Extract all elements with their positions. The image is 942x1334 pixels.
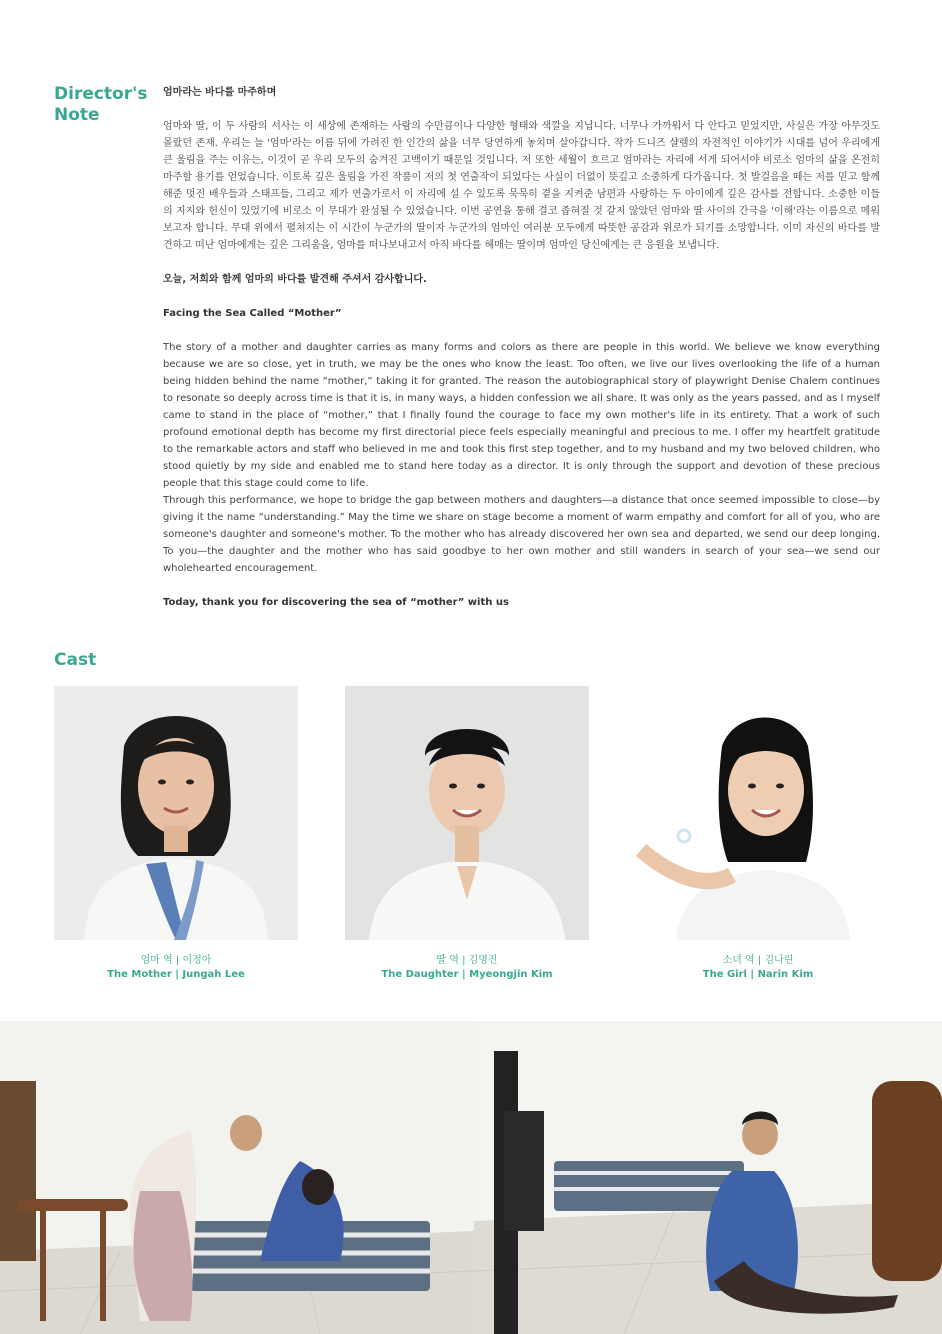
- kr-body: 엄마와 딸, 이 두 사람의 서사는 이 세상에 존재하는 사람의 수만큼이나 다양한 형태와 색깔을 지닙니다. 너무나 가까워서 다 안다고 믿었지만, 사실은 가장 아무것도 몰랐던 존재. 우리는 늘 '엄마'라는 이름 뒤에 가려진 한 인간의 삶을 너무 당연하게 놓치며 살아갑니다. 작가 드니즈 샬렘의 자전적인 이야기가 시대를 넘어 우리에게 큰 울림을 주는 이유는, 이것이 곧 우리 모두의 숨겨진 고백이기 때문일 것입니다. 저 또한 세월이 흐르고 엄마라는 자리에 서게 되어서야 비로소 엄마의 삶을 온전히 마주할 용기를 얻었습니다. 이토록 깊은 울림을 가진 작품이 저의 첫 연출작이 되었다는 사실이 더없이 뜻깊고 소중하게 다가옵니다. 첫 발걸음을 떼는 저를 믿고 함께해준 멋진 배우들과 스태프들, 그리고 제가 연출가로서 이 자리에 설 수 있도록 묵묵히 곁을 지켜준 남편과 사랑하는 두 아이에게 깊은 감사를 전합니다. 소중한 이들의 지지와 헌신이 있었기에 비로소 이 무대가 완성될 수 있었습니다. 이번 공연을 통해 결코 좁혀질 것 같지 않았던 엄마와 딸 사이의 간극을 '이해'라는 이름으로 메워보고자 합니다. 무대 위에서 펼쳐지는 이 시간이 누군가의 딸이자 누군가의 엄마인 여러분 모두에게 따뜻한 공감과 위로가 되기를 소망합니다. 이미 자신의 바다를 발견하고 떠난 엄마에게는 깊은 그리움을, 엄마를 떠나보내고서 아직 바다를 헤매는 딸이며 엄마인 당신에게는 큰 응원을 보냅니다.: [163, 121, 880, 251]
- rehearsal-photo-right: [474, 1021, 942, 1334]
- en-body-paragraph-2: Through this performance, we hope to bridge the gap between mothers and daughters—a distance that once seemed impossible to close—by giving it the name “understanding.” May the time we share on stage become a moment of warm empathy and comfort for all of you, who are someone's daughter and someone's mother. To the mother who has already discovered her own sea and departed, we send our deep longing. To you—the daughter and the mother who has said goodbye to her own mother and still wanders in search of your sea—we send our wholehearted encouragement.: [163, 495, 880, 574]
- kr-closing: 오늘, 저희와 함께 엄마의 바다를 발견해 주셔서 감사합니다.: [163, 274, 427, 285]
- en-closing: Today, thank you for discovering the sea of “mother” with us: [163, 597, 509, 608]
- cast-name-kr: 딸 역 | 김명진: [436, 955, 498, 966]
- cast-caption-girl: [636, 954, 880, 982]
- directors-note-heading: Director's Note: [54, 84, 148, 125]
- cast-name-en: The Mother | Jungah Lee: [107, 969, 245, 980]
- cast-photo-daughter: [345, 686, 589, 940]
- directors-note-body: [163, 84, 880, 611]
- cast-heading: Cast: [54, 650, 97, 670]
- cast-caption-daughter: [345, 954, 589, 982]
- en-title: Facing the Sea Called “Mother”: [163, 308, 342, 319]
- cast-name-kr: 소녀 역 | 김나린: [722, 955, 794, 966]
- en-body-paragraph-1: The story of a mother and daughter carries as many forms and colors as there are people in this world. We believe we know everything because we are so close, yet in truth, we may be the ones who know the least. Too often, we live our lives overlooking the life of a human being hidden behind the name “mother,” taking it for granted. The reason the autobiographical story of playwright Denise Chalem continues to resonate so deeply across time is that it is, in many ways, a hidden confession we all share. It was only as the years passed, and as I myself came to stand in the place of “mother,” that I finally found the courage to face my own mother's life in its entirety. That a work of such profound emotional depth has become my first directorial piece feels especially meaningful and precious to me. I offer my heartfelt gratitude to the remarkable actors and staff who believed in me and took this first step together, and to my husband and my two beloved children, who stood quietly by my side and enabled me to stand here today as a director. It is only through the support and devotion of these precious people that this stage could come to life.: [163, 342, 880, 489]
- cast-photo-girl: [636, 686, 880, 940]
- cast-name-kr: 엄마 역 | 이정아: [140, 955, 212, 966]
- cast-photo-mother: [54, 686, 298, 940]
- cast-name-en: The Daughter | Myeongjin Kim: [381, 969, 553, 980]
- cast-caption-mother: [54, 954, 298, 982]
- kr-title: 엄마라는 바다를 마주하며: [163, 87, 277, 98]
- cast-name-en: The Girl | Narin Kim: [702, 969, 814, 980]
- rehearsal-photo-left: [0, 1021, 474, 1334]
